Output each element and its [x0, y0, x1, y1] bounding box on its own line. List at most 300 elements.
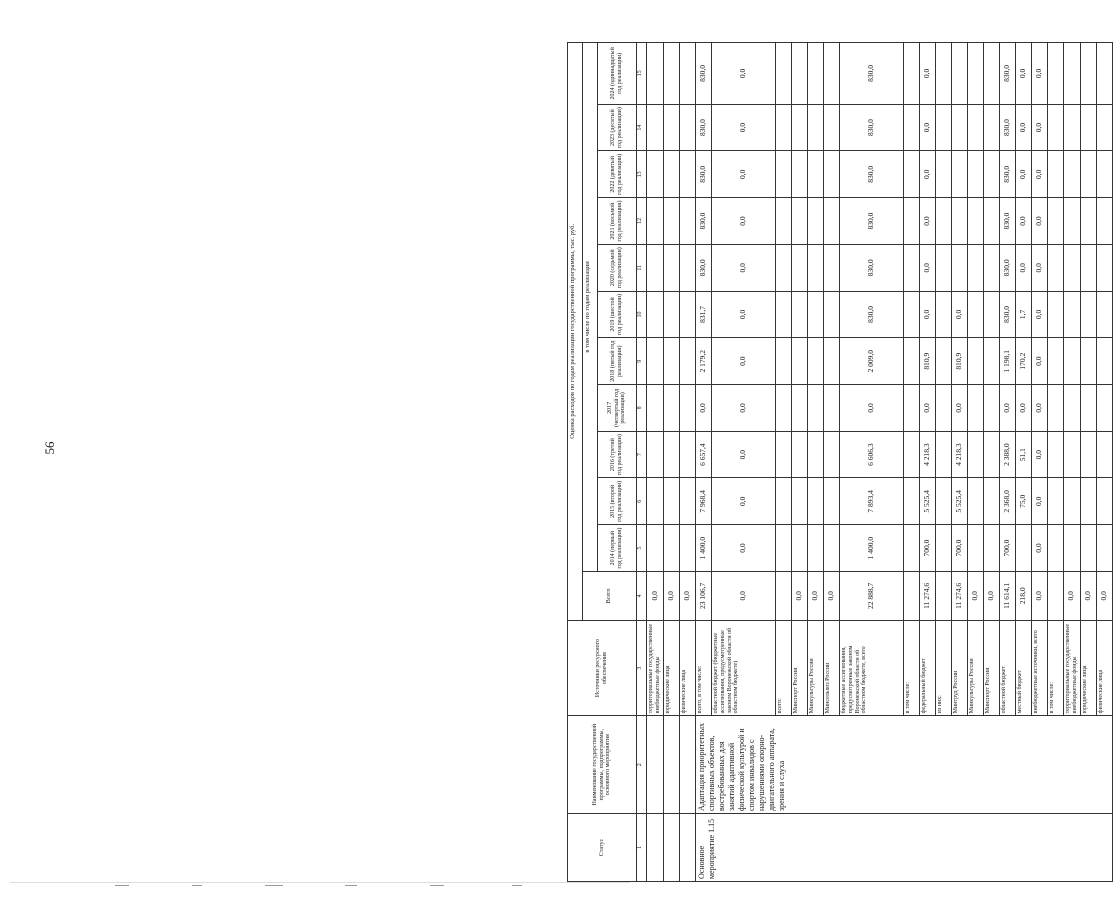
year-value-cell — [1063, 338, 1080, 385]
year-value-cell: 0,0 — [1031, 244, 1047, 291]
year-value-cell: 0,0 — [919, 151, 935, 198]
column-index: 7 — [637, 431, 647, 478]
col-header-status: Статус — [568, 814, 637, 882]
year-value-cell — [1047, 431, 1063, 478]
year-value-cell — [775, 43, 791, 105]
year-value-cell: 0,0 — [951, 385, 967, 432]
year-value-cell — [663, 478, 679, 525]
year-value-cell — [1080, 291, 1096, 338]
empty-cell — [647, 814, 664, 882]
year-value-cell — [1063, 431, 1080, 478]
year-value-cell — [935, 244, 951, 291]
year-value-cell — [807, 291, 823, 338]
source-cell: бюджетные ассигнования, предусмотренные законом Воронежской области об областном бюджете, всего — [839, 620, 903, 716]
year-header: 2016 (третий год реализации) — [598, 431, 637, 478]
year-value-cell — [823, 291, 839, 338]
year-value-cell — [1047, 198, 1063, 245]
page-number: 56 — [42, 441, 57, 455]
year-value-cell — [679, 525, 695, 572]
year-value-cell — [775, 385, 791, 432]
year-header: 2022 (девятый год реализации) — [598, 151, 637, 198]
year-value-cell — [647, 478, 664, 525]
year-value-cell — [1063, 43, 1080, 105]
year-value-cell — [1015, 525, 1031, 572]
year-value-cell: 51,1 — [1015, 431, 1031, 478]
column-index: 5 — [637, 525, 647, 572]
year-value-cell — [775, 151, 791, 198]
year-value-cell: 810,9 — [919, 338, 935, 385]
year-value-cell: 0,0 — [999, 385, 1015, 432]
year-value-cell — [663, 244, 679, 291]
year-value-cell: 7 968,4 — [695, 478, 711, 525]
year-value-cell — [791, 385, 807, 432]
year-value-cell — [823, 525, 839, 572]
year-value-cell — [967, 431, 983, 478]
column-index: 12 — [637, 198, 647, 245]
year-value-cell — [967, 478, 983, 525]
year-value-cell: 0,0 — [1015, 244, 1031, 291]
year-value-cell — [663, 151, 679, 198]
year-header: 2024 (одиннадцатый год реализации) — [598, 43, 637, 105]
year-value-cell — [903, 151, 919, 198]
table-row-continued — [663, 43, 679, 882]
year-value-cell: 0,0 — [695, 385, 711, 432]
year-value-cell: 830,0 — [999, 43, 1015, 105]
year-value-cell — [647, 431, 664, 478]
year-value-cell — [903, 338, 919, 385]
year-value-cell: 0,0 — [1031, 525, 1047, 572]
year-value-cell — [1063, 151, 1080, 198]
year-value-cell: 7 893,4 — [839, 478, 903, 525]
year-value-cell — [823, 104, 839, 151]
year-value-cell — [935, 385, 951, 432]
source-cell: Минсельхоз России — [823, 620, 839, 716]
year-value-cell — [823, 151, 839, 198]
year-value-cell — [983, 244, 999, 291]
year-value-cell — [823, 198, 839, 245]
year-value-cell — [983, 525, 999, 572]
source-cell: Минкультуры России — [967, 620, 983, 716]
column-index: 1 — [637, 814, 647, 882]
year-value-cell: 0,0 — [919, 43, 935, 105]
year-value-cell — [663, 431, 679, 478]
total-cell — [1047, 571, 1063, 620]
year-value-cell — [647, 43, 664, 105]
year-value-cell — [935, 431, 951, 478]
year-value-cell — [775, 525, 791, 572]
year-value-cell: 830,0 — [695, 198, 711, 245]
scan-mark — [430, 885, 444, 886]
year-value-cell — [935, 43, 951, 105]
year-value-cell — [903, 198, 919, 245]
year-value-cell: 830,0 — [695, 104, 711, 151]
source-cell: Минтруд России — [951, 620, 967, 716]
year-value-cell: 0,0 — [1015, 385, 1031, 432]
year-value-cell: 2 009,0 — [839, 338, 903, 385]
year-value-cell: 0,0 — [711, 198, 775, 245]
year-value-cell — [775, 104, 791, 151]
year-value-cell: 0,0 — [711, 431, 775, 478]
total-cell: 11 614,1 — [999, 571, 1015, 620]
year-value-cell — [1096, 244, 1112, 291]
total-cell — [775, 571, 791, 620]
year-value-cell — [935, 198, 951, 245]
year-value-cell — [647, 198, 664, 245]
scan-mark — [115, 885, 129, 886]
total-cell: 0,0 — [711, 571, 775, 620]
year-value-cell — [935, 478, 951, 525]
year-value-cell — [1047, 385, 1063, 432]
year-value-cell: 4 218,3 — [951, 431, 967, 478]
year-value-cell — [679, 43, 695, 105]
source-cell: местный бюджет — [1015, 620, 1031, 716]
year-value-cell — [1063, 104, 1080, 151]
year-value-cell: 700,0 — [999, 525, 1015, 572]
year-value-cell: 830,0 — [695, 43, 711, 105]
year-value-cell — [951, 151, 967, 198]
year-value-cell — [647, 525, 664, 572]
year-value-cell: 6 606,3 — [839, 431, 903, 478]
source-cell: областной бюджет — [999, 620, 1015, 716]
year-value-cell — [1080, 385, 1096, 432]
year-value-cell — [1063, 478, 1080, 525]
empty-cell — [663, 716, 679, 814]
year-value-cell — [1047, 525, 1063, 572]
year-value-cell: 4 218,3 — [919, 431, 935, 478]
column-index: 10 — [637, 291, 647, 338]
column-index-row — [637, 43, 647, 882]
total-cell: 0,0 — [1063, 571, 1080, 620]
year-value-cell — [679, 338, 695, 385]
year-value-cell — [679, 478, 695, 525]
year-value-cell — [1063, 244, 1080, 291]
year-value-cell — [807, 244, 823, 291]
year-value-cell — [663, 525, 679, 572]
year-value-cell — [903, 291, 919, 338]
scan-mark — [345, 885, 357, 886]
year-value-cell — [983, 104, 999, 151]
year-value-cell: 0,0 — [711, 291, 775, 338]
year-value-cell — [807, 338, 823, 385]
table-row-continued — [679, 43, 695, 882]
year-value-cell — [775, 431, 791, 478]
total-cell: 11 274,6 — [951, 571, 967, 620]
year-value-cell — [823, 431, 839, 478]
year-value-cell: 0,0 — [711, 385, 775, 432]
year-value-cell: 0,0 — [919, 291, 935, 338]
year-value-cell: 1 400,0 — [839, 525, 903, 572]
year-value-cell — [1096, 525, 1112, 572]
year-value-cell: 0,0 — [711, 338, 775, 385]
year-value-cell: 0,0 — [711, 525, 775, 572]
table-row — [695, 43, 711, 882]
year-value-cell — [807, 431, 823, 478]
year-value-cell — [679, 291, 695, 338]
year-value-cell — [903, 43, 919, 105]
column-index: 9 — [637, 338, 647, 385]
year-value-cell: 831,7 — [695, 291, 711, 338]
year-value-cell: 0,0 — [1015, 104, 1031, 151]
empty-cell — [679, 716, 695, 814]
total-cell: 0,0 — [1096, 571, 1112, 620]
year-value-cell: 830,0 — [839, 198, 903, 245]
year-value-cell — [1063, 198, 1080, 245]
year-value-cell: 830,0 — [695, 244, 711, 291]
year-value-cell — [823, 43, 839, 105]
col-header-total: Всего — [583, 571, 637, 620]
column-index: 4 — [637, 571, 647, 620]
year-value-cell: 0,0 — [1031, 385, 1047, 432]
year-value-cell — [983, 43, 999, 105]
year-value-cell — [951, 244, 967, 291]
total-cell: 0,0 — [967, 571, 983, 620]
year-value-cell — [983, 338, 999, 385]
year-value-cell — [983, 431, 999, 478]
year-value-cell — [791, 291, 807, 338]
year-value-cell — [1063, 525, 1080, 572]
year-value-cell — [983, 385, 999, 432]
year-value-cell: 0,0 — [839, 385, 903, 432]
year-header: 2023 (десятый год реализации) — [598, 104, 637, 151]
source-cell: физические лица — [1096, 620, 1112, 716]
year-value-cell — [679, 198, 695, 245]
source-cell: федеральный бюджет — [919, 620, 935, 716]
year-value-cell — [807, 151, 823, 198]
year-value-cell — [663, 43, 679, 105]
year-value-cell — [807, 525, 823, 572]
year-value-cell — [935, 291, 951, 338]
table-row-continued — [647, 43, 664, 882]
year-value-cell — [967, 291, 983, 338]
year-value-cell — [1080, 478, 1096, 525]
year-value-cell: 1 400,0 — [695, 525, 711, 572]
header-row-1 — [568, 43, 583, 882]
year-value-cell — [791, 244, 807, 291]
year-value-cell — [663, 338, 679, 385]
year-value-cell — [807, 385, 823, 432]
year-header: 2018 (пятый год реализации) — [598, 338, 637, 385]
year-header: 2015 (второй год реализации) — [598, 478, 637, 525]
year-value-cell — [1096, 198, 1112, 245]
year-value-cell: 0,0 — [1015, 198, 1031, 245]
funding-table — [567, 42, 1113, 882]
column-index: 15 — [637, 43, 647, 105]
column-index: 13 — [637, 151, 647, 198]
empty-cell — [679, 814, 695, 882]
scan-mark — [192, 885, 202, 886]
year-value-cell — [1047, 43, 1063, 105]
year-value-cell: 0,0 — [1015, 43, 1031, 105]
year-value-cell — [791, 431, 807, 478]
year-value-cell — [1096, 338, 1112, 385]
year-value-cell — [983, 198, 999, 245]
year-value-cell — [775, 291, 791, 338]
year-value-cell — [967, 385, 983, 432]
col-header-source: Источники ресурсного обеспечения — [568, 620, 637, 716]
year-value-cell — [791, 478, 807, 525]
page-bottom-rule — [10, 882, 630, 883]
year-value-cell — [951, 43, 967, 105]
year-value-cell — [1063, 385, 1080, 432]
year-value-cell — [983, 151, 999, 198]
empty-cell — [663, 814, 679, 882]
year-header: 2021 (восьмой год реализации) — [598, 198, 637, 245]
total-cell: 22 888,7 — [839, 571, 903, 620]
year-value-cell — [1047, 151, 1063, 198]
total-cell: 23 106,7 — [695, 571, 711, 620]
year-value-cell — [1096, 478, 1112, 525]
year-value-cell: 830,0 — [695, 151, 711, 198]
year-value-cell — [1063, 291, 1080, 338]
year-value-cell — [663, 385, 679, 432]
year-value-cell — [1096, 385, 1112, 432]
year-value-cell: 0,0 — [919, 385, 935, 432]
year-value-cell — [647, 385, 664, 432]
year-value-cell — [903, 104, 919, 151]
year-value-cell: 0,0 — [1031, 431, 1047, 478]
source-cell: всего: — [775, 620, 791, 716]
total-cell: 0,0 — [1080, 571, 1096, 620]
year-value-cell: 5 525,4 — [919, 478, 935, 525]
source-cell: Минспорт России — [983, 620, 999, 716]
year-value-cell — [663, 291, 679, 338]
year-value-cell: 0,0 — [919, 104, 935, 151]
year-value-cell — [1080, 104, 1096, 151]
year-value-cell — [679, 385, 695, 432]
year-value-cell: 830,0 — [999, 291, 1015, 338]
year-value-cell — [1047, 291, 1063, 338]
year-value-cell — [903, 385, 919, 432]
year-value-cell — [967, 525, 983, 572]
year-value-cell: 830,0 — [839, 291, 903, 338]
year-value-cell — [983, 478, 999, 525]
year-value-cell — [647, 291, 664, 338]
year-value-cell — [1080, 198, 1096, 245]
year-value-cell: 0,0 — [919, 198, 935, 245]
year-value-cell — [775, 244, 791, 291]
year-value-cell: 700,0 — [919, 525, 935, 572]
total-cell: 0,0 — [1031, 571, 1047, 620]
source-cell: Минспорт России — [791, 620, 807, 716]
year-value-cell — [679, 244, 695, 291]
year-value-cell — [663, 198, 679, 245]
year-value-cell: 830,0 — [839, 151, 903, 198]
program-name-cell: Адаптация приоритетных спортивных объектов, востребованных для занятий адаптивной физической культурой и спортом инвалидов с нарушениями опорно-двигательного аппарата, зрения и слуха — [695, 716, 1112, 814]
year-value-cell: 810,9 — [951, 338, 967, 385]
year-header: 2019 (шестой год реализации) — [598, 291, 637, 338]
total-cell: 0,0 — [983, 571, 999, 620]
year-value-cell — [791, 338, 807, 385]
year-value-cell — [823, 244, 839, 291]
year-value-cell: 75,0 — [1015, 478, 1031, 525]
column-index: 2 — [637, 716, 647, 814]
year-value-cell: 0,0 — [1031, 198, 1047, 245]
year-value-cell: 830,0 — [999, 244, 1015, 291]
year-value-cell: 0,0 — [1031, 338, 1047, 385]
year-value-cell: 0,0 — [1031, 291, 1047, 338]
total-cell — [903, 571, 919, 620]
total-cell: 0,0 — [679, 571, 695, 620]
year-value-cell: 0,0 — [711, 478, 775, 525]
year-value-cell — [807, 104, 823, 151]
table-body — [568, 43, 1113, 882]
year-value-cell: 5 525,4 — [951, 478, 967, 525]
source-cell: территориальные государственные внебюджетные фонды — [647, 620, 664, 716]
source-cell: из них: — [935, 620, 951, 716]
year-value-cell — [1080, 43, 1096, 105]
year-value-cell — [951, 104, 967, 151]
year-value-cell: 0,0 — [1015, 151, 1031, 198]
year-value-cell — [1080, 431, 1096, 478]
year-value-cell — [967, 43, 983, 105]
year-value-cell — [903, 244, 919, 291]
scan-mark — [512, 885, 522, 886]
source-cell: внебюджетные источники, всего — [1031, 620, 1047, 716]
total-cell: 0,0 — [807, 571, 823, 620]
source-cell: в том числе: — [903, 620, 919, 716]
year-value-cell: 0,0 — [1031, 43, 1047, 105]
column-index: 6 — [637, 478, 647, 525]
year-value-cell — [1096, 43, 1112, 105]
total-cell: 0,0 — [647, 571, 664, 620]
year-value-cell — [935, 338, 951, 385]
year-value-cell — [679, 104, 695, 151]
year-header: 2020 (седьмой год реализации) — [598, 244, 637, 291]
year-value-cell — [967, 338, 983, 385]
source-cell: Минкультуры России — [807, 620, 823, 716]
year-value-cell — [983, 291, 999, 338]
column-index: 14 — [637, 104, 647, 151]
year-value-cell — [807, 478, 823, 525]
year-value-cell — [1047, 478, 1063, 525]
year-value-cell — [967, 151, 983, 198]
year-value-cell — [1096, 151, 1112, 198]
status-cell: Основное мероприятие 1.15 — [695, 814, 1112, 882]
year-value-cell: 0,0 — [711, 244, 775, 291]
year-value-cell — [679, 151, 695, 198]
scan-mark — [265, 885, 283, 886]
year-value-cell: 2 388,0 — [999, 431, 1015, 478]
year-value-cell — [823, 478, 839, 525]
year-value-cell — [903, 525, 919, 572]
year-value-cell: 2 179,2 — [695, 338, 711, 385]
column-index: 8 — [637, 385, 647, 432]
year-value-cell — [647, 104, 664, 151]
total-cell: 0,0 — [663, 571, 679, 620]
year-value-cell: 830,0 — [839, 104, 903, 151]
year-value-cell — [1080, 525, 1096, 572]
year-value-cell — [1080, 151, 1096, 198]
source-cell: юридические лица — [1080, 620, 1096, 716]
total-cell: 0,0 — [823, 571, 839, 620]
year-value-cell — [1047, 104, 1063, 151]
year-value-cell — [1047, 244, 1063, 291]
year-value-cell — [791, 198, 807, 245]
year-value-cell — [935, 104, 951, 151]
year-value-cell — [1096, 291, 1112, 338]
total-cell: 218,0 — [1015, 571, 1031, 620]
year-value-cell: 700,0 — [951, 525, 967, 572]
year-value-cell — [647, 151, 664, 198]
year-value-cell — [823, 385, 839, 432]
source-cell: областной бюджет (бюджетные ассигнования, предусмотренные законом Воронежской области об областном бюджете) — [711, 620, 775, 716]
year-value-cell — [935, 151, 951, 198]
year-value-cell: 830,0 — [839, 244, 903, 291]
year-value-cell — [1096, 104, 1112, 151]
total-cell — [935, 571, 951, 620]
year-value-cell — [967, 244, 983, 291]
source-cell: всего, в том числе: — [695, 620, 711, 716]
